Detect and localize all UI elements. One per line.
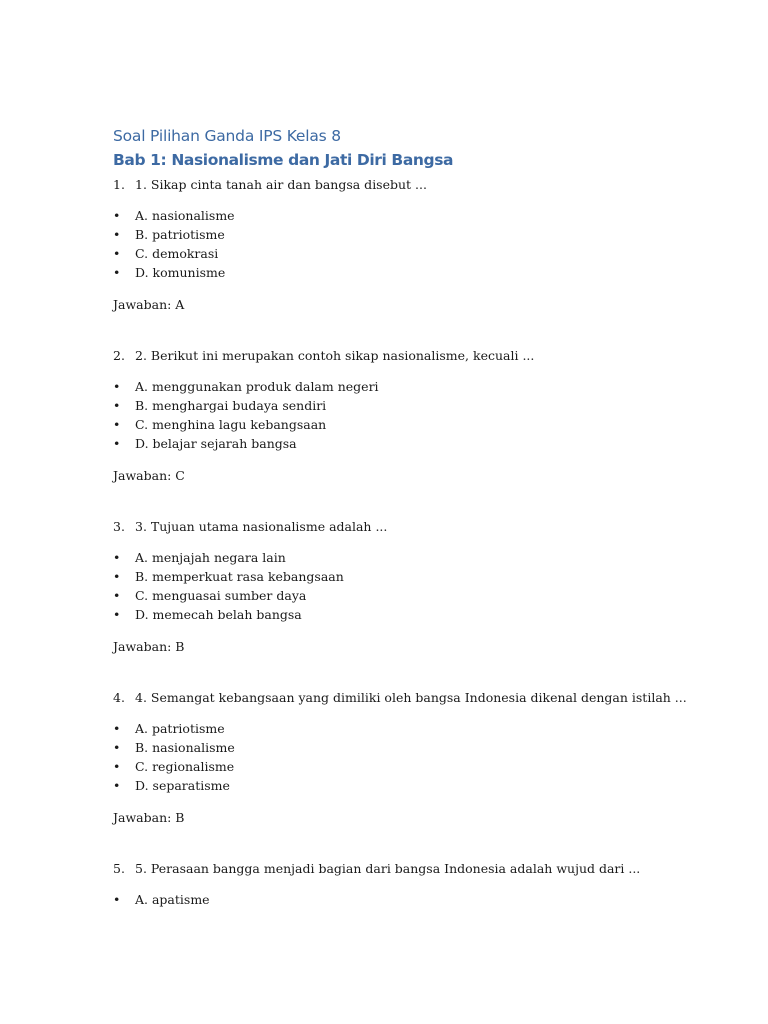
- option-text: B. nasionalisme: [135, 740, 235, 755]
- option-item: [113, 377, 733, 396]
- question-text: 5. Perasaan bangga menjadi bagian dari bangsa Indonesia adalah wujud dari ...: [135, 861, 641, 876]
- bullet-icon: •: [113, 892, 121, 907]
- question-text: 3. Tujuan utama nasionalisme adalah ...: [135, 519, 388, 534]
- option-item: [113, 719, 733, 738]
- document-content: [113, 126, 733, 909]
- option-item: [113, 605, 733, 624]
- option-item: [113, 567, 733, 586]
- option-text: C. menguasai sumber daya: [135, 588, 307, 603]
- bullet-icon: •: [113, 227, 121, 242]
- bullet-icon: •: [113, 379, 121, 394]
- answer-line: Jawaban: B: [113, 810, 185, 825]
- option-text: B. memperkuat rasa kebangsaan: [135, 569, 344, 584]
- option-text: C. demokrasi: [135, 246, 219, 261]
- option-text: D. separatisme: [135, 778, 230, 793]
- bullet-icon: •: [113, 588, 121, 603]
- question-line: [113, 517, 733, 536]
- option-item: [113, 206, 733, 225]
- question-text: 4. Semangat kebangsaan yang dimiliki oleh bangsa Indonesia dikenal dengan istilah ...: [135, 690, 687, 705]
- bullet-icon: •: [113, 778, 121, 793]
- question-4: [113, 688, 733, 827]
- option-item: [113, 225, 733, 244]
- option-item: [113, 776, 733, 795]
- bullet-icon: •: [113, 607, 121, 622]
- list-number: 1.: [113, 177, 125, 192]
- list-number: 5.: [113, 861, 125, 876]
- question-line: [113, 859, 733, 878]
- option-item: [113, 396, 733, 415]
- answer-line: Jawaban: A: [113, 297, 185, 312]
- list-number: 4.: [113, 690, 125, 705]
- bullet-icon: •: [113, 417, 121, 432]
- question-line: [113, 346, 733, 365]
- bullet-icon: •: [113, 208, 121, 223]
- question-3: [113, 517, 733, 656]
- chapter-heading: Bab 1: Nasionalisme dan Jati Diri Bangsa: [113, 151, 454, 169]
- option-text: D. memecah belah bangsa: [135, 607, 302, 622]
- list-number: 3.: [113, 519, 125, 534]
- question-2: [113, 346, 733, 485]
- question-line: [113, 175, 733, 194]
- option-text: A. patriotisme: [135, 721, 225, 736]
- answer-line: Jawaban: B: [113, 639, 185, 654]
- option-text: A. menjajah negara lain: [135, 550, 286, 565]
- question-1: [113, 175, 733, 314]
- bullet-icon: •: [113, 721, 121, 736]
- question-5: [113, 859, 733, 909]
- question-text: 2. Berikut ini merupakan contoh sikap nasionalisme, kecuali ...: [135, 348, 535, 363]
- option-item: [113, 434, 733, 453]
- option-text: B. menghargai budaya sendiri: [135, 398, 327, 413]
- option-text: A. nasionalisme: [135, 208, 235, 223]
- option-item: [113, 415, 733, 434]
- question-line: [113, 688, 733, 707]
- option-text: A. menggunakan produk dalam negeri: [135, 379, 379, 394]
- bullet-icon: •: [113, 569, 121, 584]
- option-text: C. menghina lagu kebangsaan: [135, 417, 327, 432]
- option-text: D. komunisme: [135, 265, 226, 280]
- option-list: [113, 548, 733, 624]
- option-item: [113, 890, 733, 909]
- option-list: [113, 719, 733, 795]
- answer-line: Jawaban: C: [113, 468, 185, 483]
- list-number: 2.: [113, 348, 125, 363]
- bullet-icon: •: [113, 265, 121, 280]
- bullet-icon: •: [113, 398, 121, 413]
- option-item: [113, 738, 733, 757]
- option-item: [113, 263, 733, 282]
- option-item: [113, 586, 733, 605]
- option-item: [113, 548, 733, 567]
- question-text: 1. Sikap cinta tanah air dan bangsa disebut ...: [135, 177, 427, 192]
- bullet-icon: •: [113, 759, 121, 774]
- option-text: B. patriotisme: [135, 227, 225, 242]
- option-text: A. apatisme: [135, 892, 210, 907]
- bullet-icon: •: [113, 436, 121, 451]
- option-text: C. regionalisme: [135, 759, 235, 774]
- option-text: D. belajar sejarah bangsa: [135, 436, 297, 451]
- option-item: [113, 757, 733, 776]
- option-list: [113, 377, 733, 453]
- option-item: [113, 244, 733, 263]
- bullet-icon: •: [113, 550, 121, 565]
- document-title: Soal Pilihan Ganda IPS Kelas 8: [113, 127, 341, 145]
- option-list: [113, 890, 733, 909]
- bullet-icon: •: [113, 740, 121, 755]
- bullet-icon: •: [113, 246, 121, 261]
- option-list: [113, 206, 733, 282]
